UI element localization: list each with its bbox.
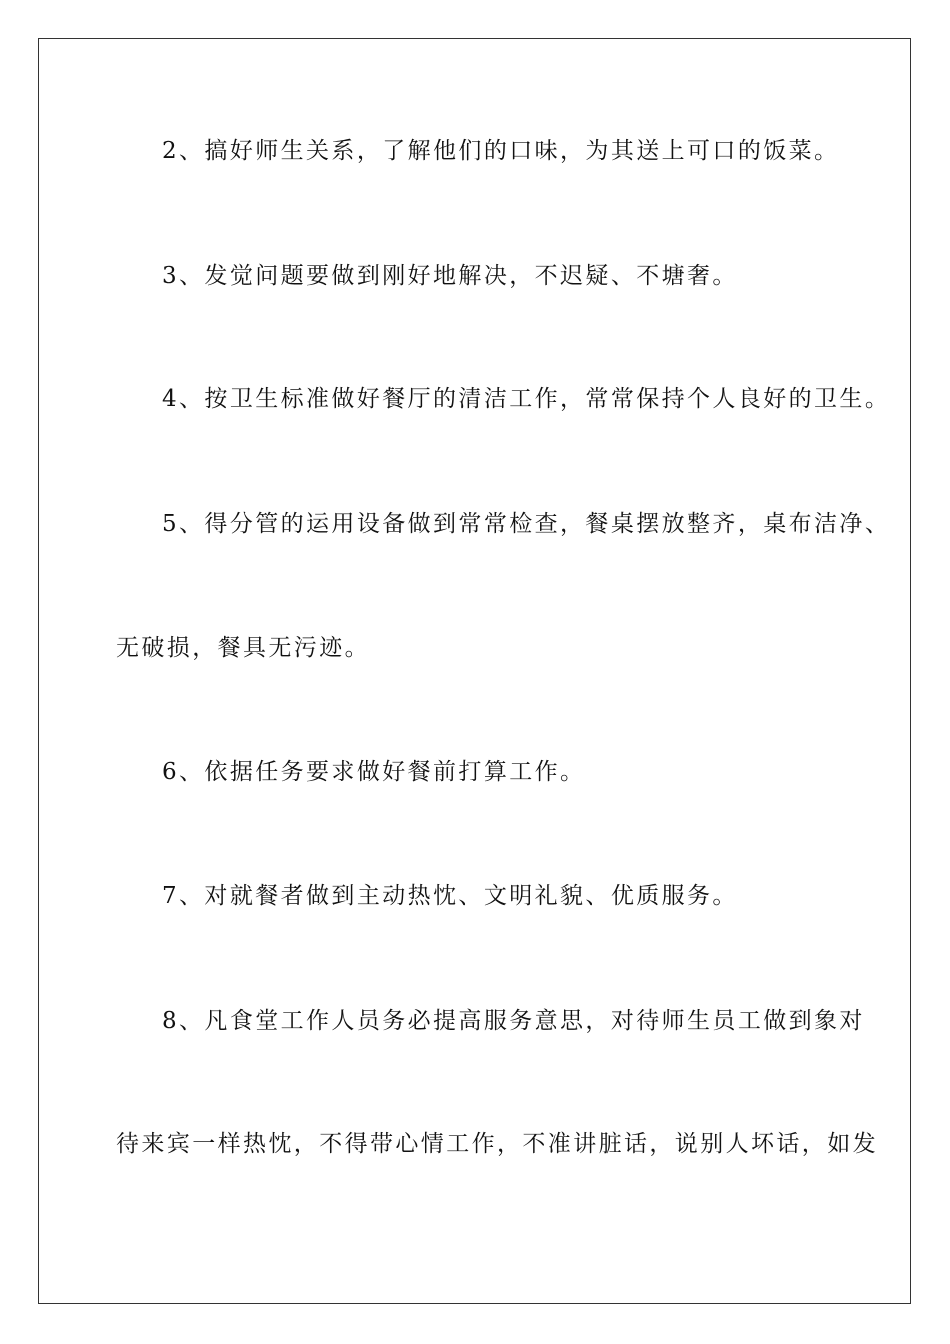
paragraph-line: 8、凡食堂工作人员务必提高服务意思，对待师生员工做到象对 [162, 1008, 865, 1034]
paragraph-line: 5、得分管的运用设备做到常常检查，餐桌摆放整齐，桌布洁净、 [162, 511, 891, 537]
paragraph-line: 待来宾一样热忱，不得带心情工作，不准讲脏话，说别人坏话，如发 [116, 1131, 878, 1157]
paragraph-line: 4、按卫生标准做好餐厅的清洁工作，常常保持个人良好的卫生。 [162, 386, 891, 412]
paragraph-line: 6、依据任务要求做好餐前打算工作。 [162, 759, 586, 785]
paragraph-line: 无破损，餐具无污迹。 [116, 635, 370, 661]
paragraph-line: 3、发觉问题要做到刚好地解决，不迟疑、不塘奢。 [162, 263, 738, 289]
paragraph-line: 2、搞好师生关系，了解他们的口味，为其送上可口的饭菜。 [162, 138, 840, 164]
page-border [38, 38, 911, 1304]
paragraph-line: 7、对就餐者做到主动热忱、文明礼貌、优质服务。 [162, 883, 738, 909]
